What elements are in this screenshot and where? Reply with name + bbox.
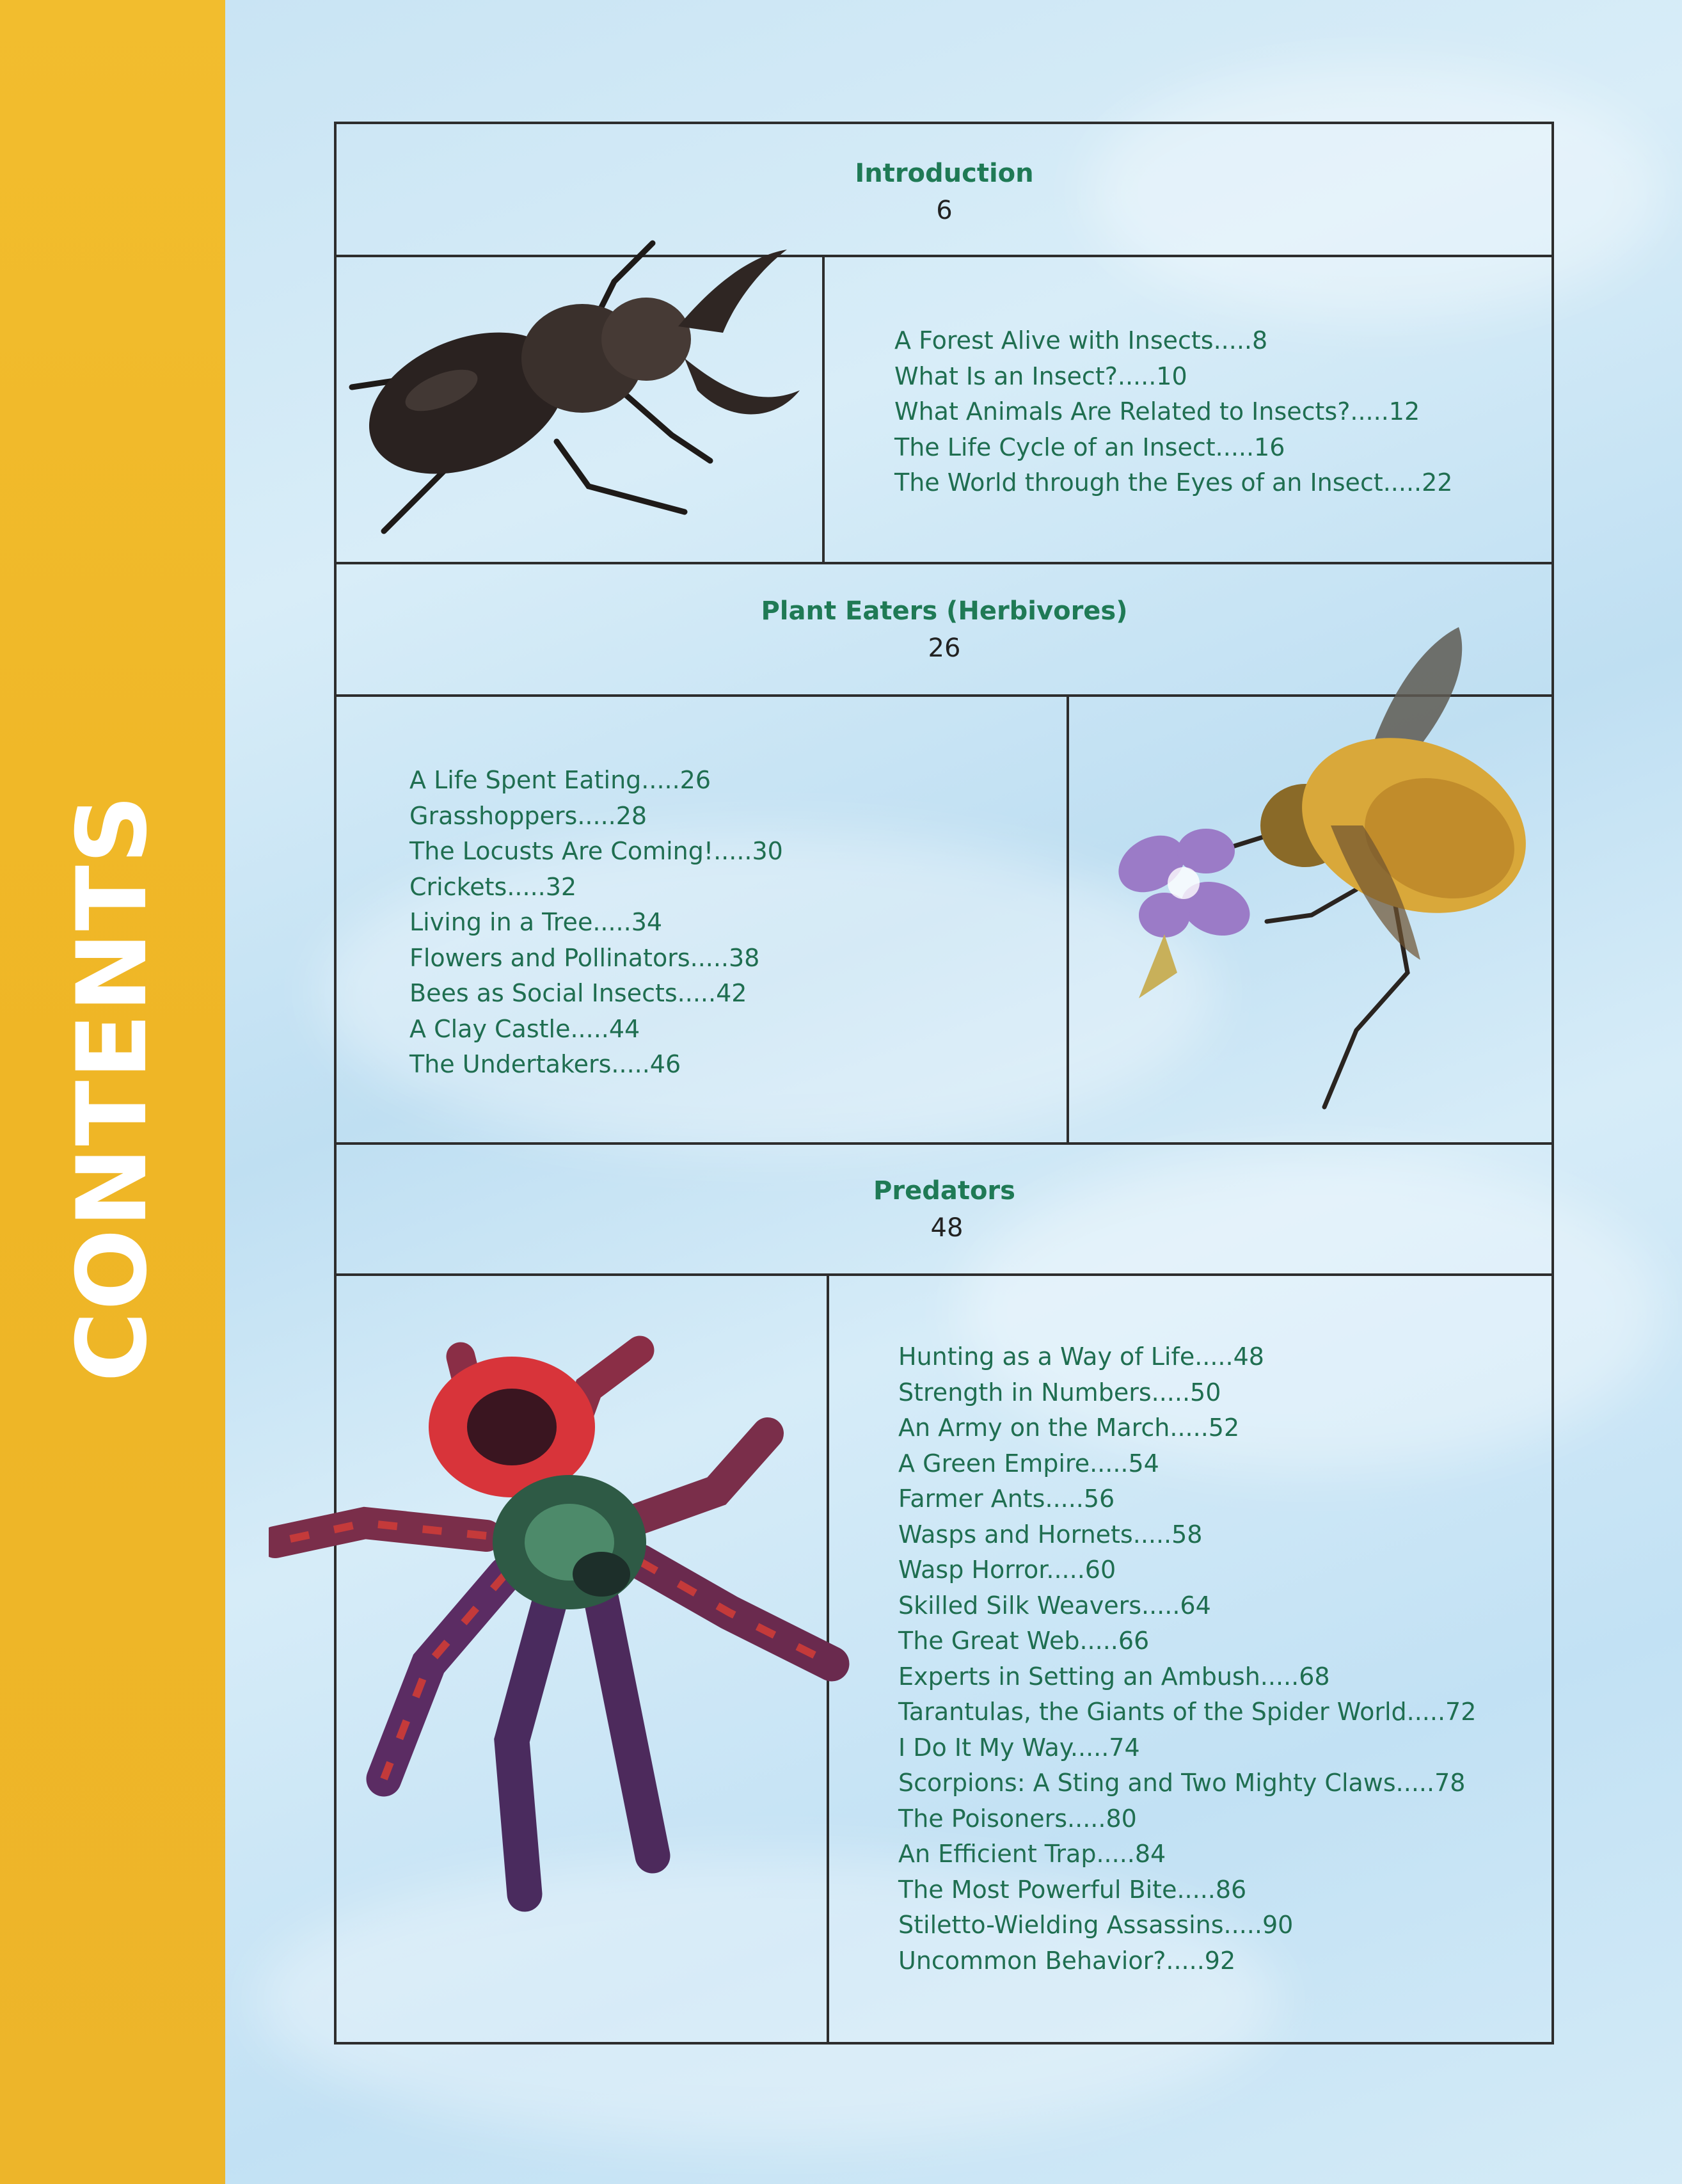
stag-beetle-illustration — [313, 230, 838, 550]
section-title-introduction: Introduction — [855, 159, 1034, 188]
divider-line — [334, 562, 1554, 564]
tarantula-illustration — [269, 1331, 883, 1971]
bee-fly-illustration — [1088, 614, 1574, 1126]
toc-entry[interactable]: The Life Cycle of an Insect.....16 — [894, 433, 1285, 461]
section-page-introduction: 6 — [936, 196, 953, 225]
section-page-plant-eaters: 26 — [928, 634, 961, 663]
toc-entry[interactable]: Wasp Horror.....60 — [898, 1556, 1116, 1584]
toc-entry[interactable]: A Clay Castle.....44 — [409, 1014, 640, 1043]
toc-list-introduction — [894, 323, 1452, 501]
toc-list-predators — [898, 1339, 1476, 1979]
section-page-predators: 48 — [930, 1213, 964, 1243]
section-title-predators: Predators — [873, 1176, 1015, 1206]
toc-entry[interactable]: Grasshoppers.....28 — [409, 801, 647, 830]
toc-entry[interactable]: A Green Empire.....54 — [898, 1449, 1159, 1478]
toc-entry[interactable]: Wasps and Hornets.....58 — [898, 1520, 1203, 1549]
toc-entry[interactable]: Farmer Ants.....56 — [898, 1485, 1115, 1513]
toc-entry[interactable]: The World through the Eyes of an Insect.....22 — [894, 468, 1453, 497]
contents-title: CONTENTS — [57, 793, 168, 1382]
toc-entry[interactable]: What Is an Insect?.....10 — [894, 362, 1187, 390]
toc-entry[interactable]: The Great Web.....66 — [898, 1627, 1150, 1655]
toc-entry[interactable]: Flowers and Pollinators.....38 — [409, 943, 760, 972]
divider-line — [334, 1273, 1554, 1276]
toc-entry[interactable]: The Undertakers.....46 — [409, 1050, 681, 1078]
toc-entry[interactable]: A Forest Alive with Insects.....8 — [894, 326, 1268, 355]
toc-entry[interactable]: Living in a Tree.....34 — [409, 908, 663, 936]
toc-entry[interactable]: An Army on the March.....52 — [898, 1414, 1240, 1442]
toc-entry[interactable]: Tarantulas, the Giants of the Spider World.....72 — [898, 1698, 1477, 1726]
toc-entry[interactable]: The Locusts Are Coming!.....30 — [409, 837, 783, 865]
toc-entry[interactable]: Bees as Social Insects.....42 — [409, 979, 747, 1007]
toc-entry[interactable]: Crickets.....32 — [409, 872, 577, 901]
toc-entry[interactable]: Hunting as a Way of Life.....48 — [898, 1343, 1264, 1371]
toc-entry[interactable]: What Animals Are Related to Insects?.....12 — [894, 397, 1420, 426]
toc-entry[interactable]: Scorpions: A Sting and Two Mighty Claws.....78 — [898, 1769, 1466, 1797]
toc-entry[interactable]: Skilled Silk Weavers.....64 — [898, 1591, 1211, 1620]
toc-entry[interactable]: I Do It My Way.....74 — [898, 1733, 1140, 1762]
toc-entry[interactable]: A Life Spent Eating.....26 — [409, 766, 711, 794]
divider-line — [334, 1142, 1554, 1145]
section-title-plant-eaters: Plant Eaters (Herbivores) — [761, 596, 1128, 626]
toc-entry[interactable]: Experts in Setting an Ambush.....68 — [898, 1662, 1330, 1691]
toc-entry[interactable]: The Poisoners.....80 — [898, 1804, 1137, 1833]
sidebar — [0, 0, 225, 2184]
toc-list-plant-eaters — [409, 763, 783, 1083]
divider-line — [1067, 694, 1069, 1142]
toc-entry[interactable]: The Most Powerful Bite.....86 — [898, 1875, 1247, 1904]
toc-entry[interactable]: Stiletto-Wielding Assassins.....90 — [898, 1911, 1294, 1939]
toc-entry[interactable]: Strength in Numbers.....50 — [898, 1378, 1221, 1407]
toc-entry[interactable]: Uncommon Behavior?.....92 — [898, 1946, 1236, 1975]
toc-entry[interactable]: An Efficient Trap.....84 — [898, 1840, 1166, 1868]
